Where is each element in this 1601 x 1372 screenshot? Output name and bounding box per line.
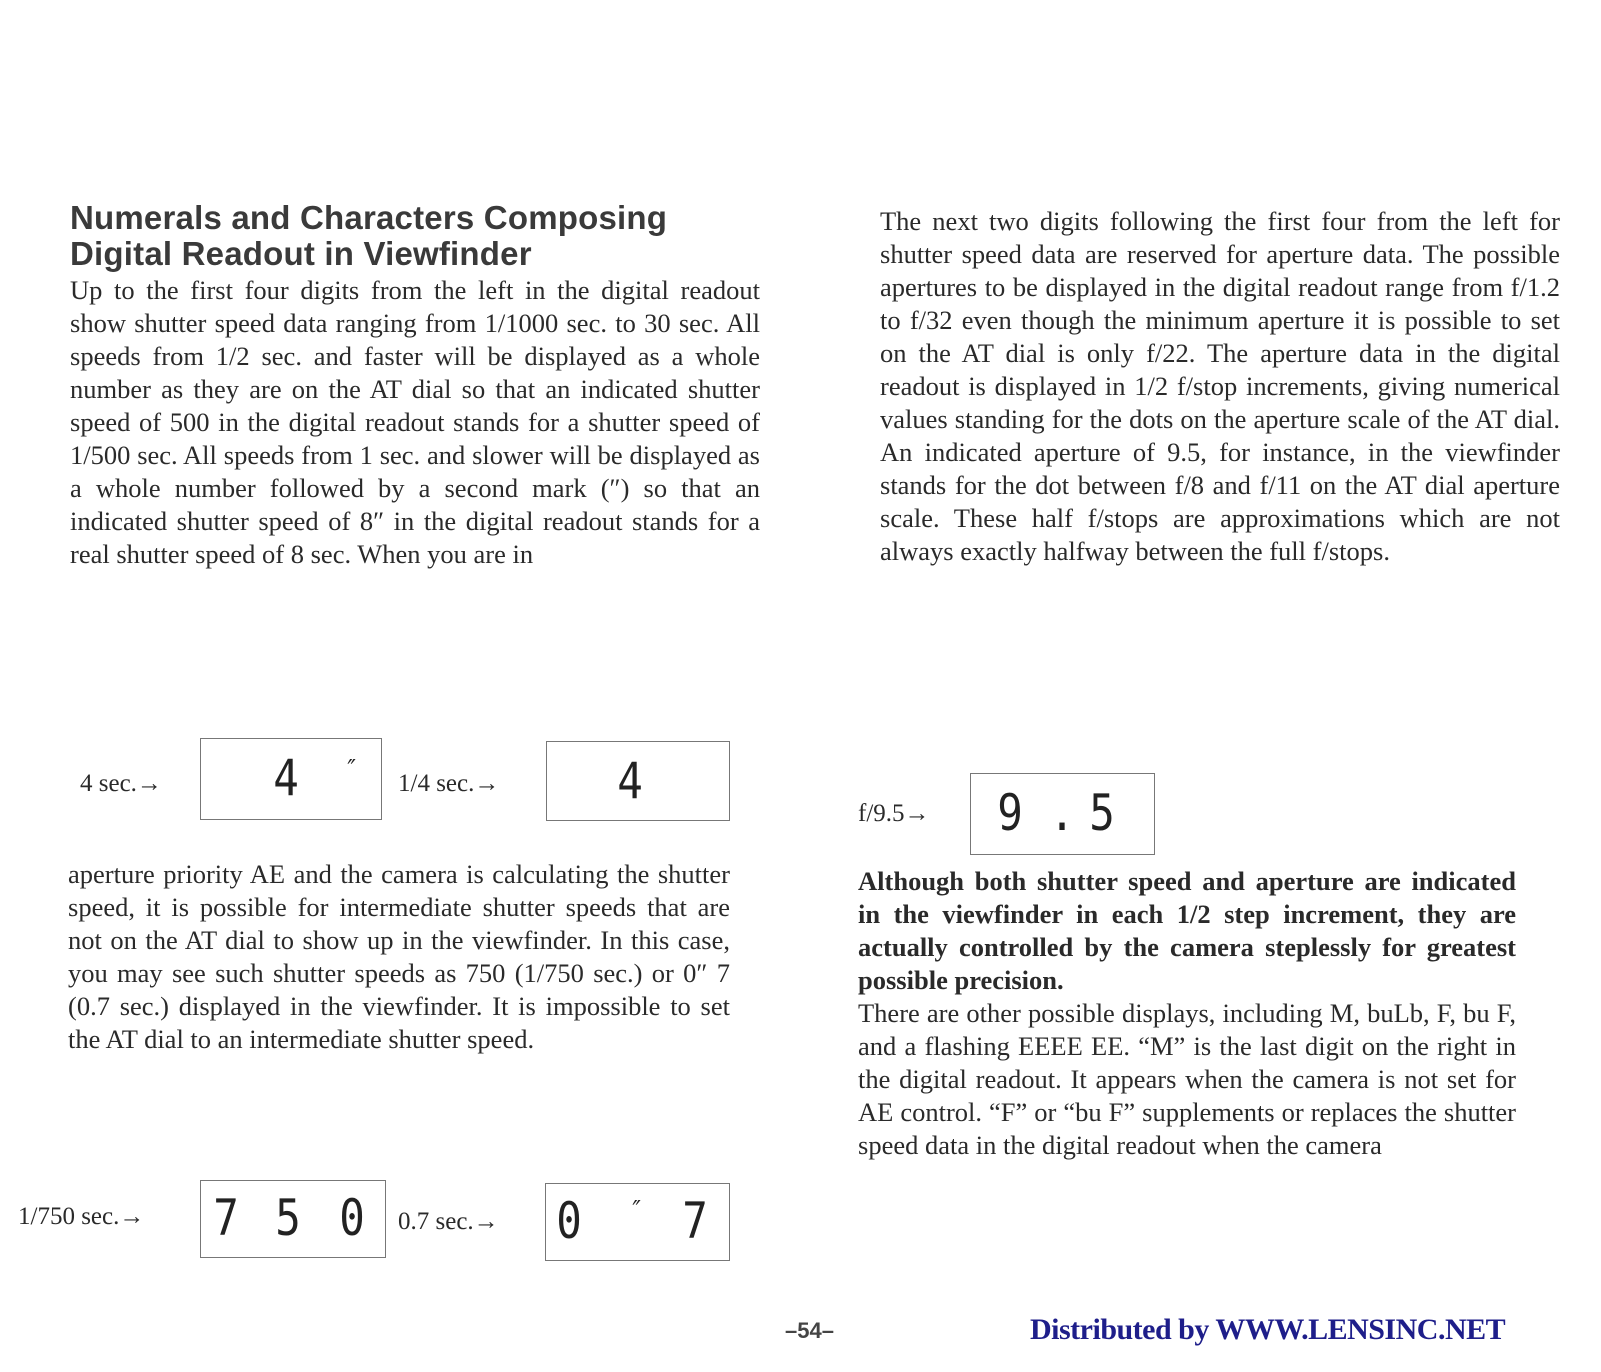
- right-column: [880, 205, 1560, 568]
- lcd-display-quarter-sec: [546, 741, 730, 821]
- lcd-second-mark: ″: [627, 1196, 641, 1226]
- lcd-digit: 0: [339, 1189, 365, 1247]
- page-number: –54–: [785, 1318, 834, 1343]
- lcd-digit: 5: [1089, 784, 1115, 842]
- display-label-quarter-sec: 1/4 sec.→: [398, 770, 500, 797]
- lcd-digit: 5: [275, 1189, 301, 1247]
- lcd-digit: 7: [682, 1192, 708, 1250]
- display-label-4-sec: 4 sec.→: [80, 770, 162, 797]
- display-label-1-750-sec: 1/750 sec.→: [18, 1203, 145, 1230]
- left-column: [70, 200, 760, 571]
- left-paragraph-2: aperture priority AE and the camera is calculating the shutter speed, it is possible for intermediate shutter speeds that are not on the AT dial to show up in the viewfinder. In this case, you may see such shutter speeds as 750 (1/750 sec.) or 0″ 7 (0.7 sec.) displayed in the viewfinder. It is impossible to set the AT dial to an intermediate shutter speed.: [68, 859, 730, 1054]
- lcd-digit: 9: [997, 784, 1023, 842]
- display-label-f9-5: f/9.5→: [858, 800, 930, 827]
- right-column-lower: [858, 865, 1516, 1162]
- lcd-digit: 4: [273, 749, 299, 807]
- section-heading: [70, 200, 760, 272]
- lcd-display-f9-5: [970, 773, 1155, 855]
- left-column-lower: [68, 858, 730, 1056]
- heading-line-1: Numerals and Characters Composing: [70, 199, 668, 236]
- lcd-digit: 0: [556, 1192, 582, 1250]
- right-bold-paragraph: Although both shutter speed and aperture are indicated in the viewfinder in each 1/2 step increment, they are actually controlled by the camera steplessly for greatest possible precision.: [858, 866, 1516, 995]
- right-paragraph-3: There are other possible displays, including M, buLb, F, bu F, and a flashing EEEE EE. “M” is the last digit on the right in the digital readout. It appears when the camera is not set for AE control. “F” or “bu F” supplements or replaces the shutter speed data in the digital readout when the camera: [858, 998, 1516, 1160]
- lcd-digit: 7: [213, 1189, 239, 1247]
- lcd-second-mark: ″: [342, 755, 356, 785]
- lcd-display-0-7-sec: [545, 1183, 730, 1261]
- left-paragraph-1: Up to the first four digits from the left in the digital readout show shutter speed data ranging from 1/1000 sec. to 30 sec. All speeds from 1/2 sec. and faster will be displayed as a whole number as they are on the AT dial so that an indicated shutter speed of 500 in the digital readout stands for a shutter speed of 1/500 sec. All speeds from 1 sec. and slower will be displayed as a whole number followed by a second mark (″) so that an indicated shutter speed of 8″ in the digital readout stands for a real shutter speed of 8 sec. When you are in: [70, 275, 760, 569]
- heading-line-2: Digital Readout in Viewfinder: [70, 235, 532, 272]
- distributed-by-link[interactable]: Distributed by WWW.LENSINC.NET: [1030, 1313, 1506, 1346]
- right-paragraph-1: The next two digits following the first four from the left for shutter speed data are reserved for aperture data. The possible apertures to be displayed in the digital readout range from f/1.2 to f/32 even though the minimum aperture it is possible to set on the AT dial is only f/22. The aperture data in the digital readout is displayed in 1/2 f/stop increments, giving numerical values standing for the dots on the aperture scale of the AT dial. An indicated aperture of 9.5, for instance, in the viewfinder stands for the dot between f/8 and f/11 on the AT dial aperture scale. These half f/stops are approximations which are not always exactly halfway between the full f/stops.: [880, 206, 1560, 566]
- display-label-0-7-sec: 0.7 sec.→: [398, 1208, 499, 1235]
- lcd-display-4-sec: [200, 738, 382, 820]
- lcd-decimal-point: .: [1049, 784, 1075, 842]
- lcd-digit: 4: [617, 752, 643, 810]
- lcd-display-1-750-sec: [200, 1180, 386, 1258]
